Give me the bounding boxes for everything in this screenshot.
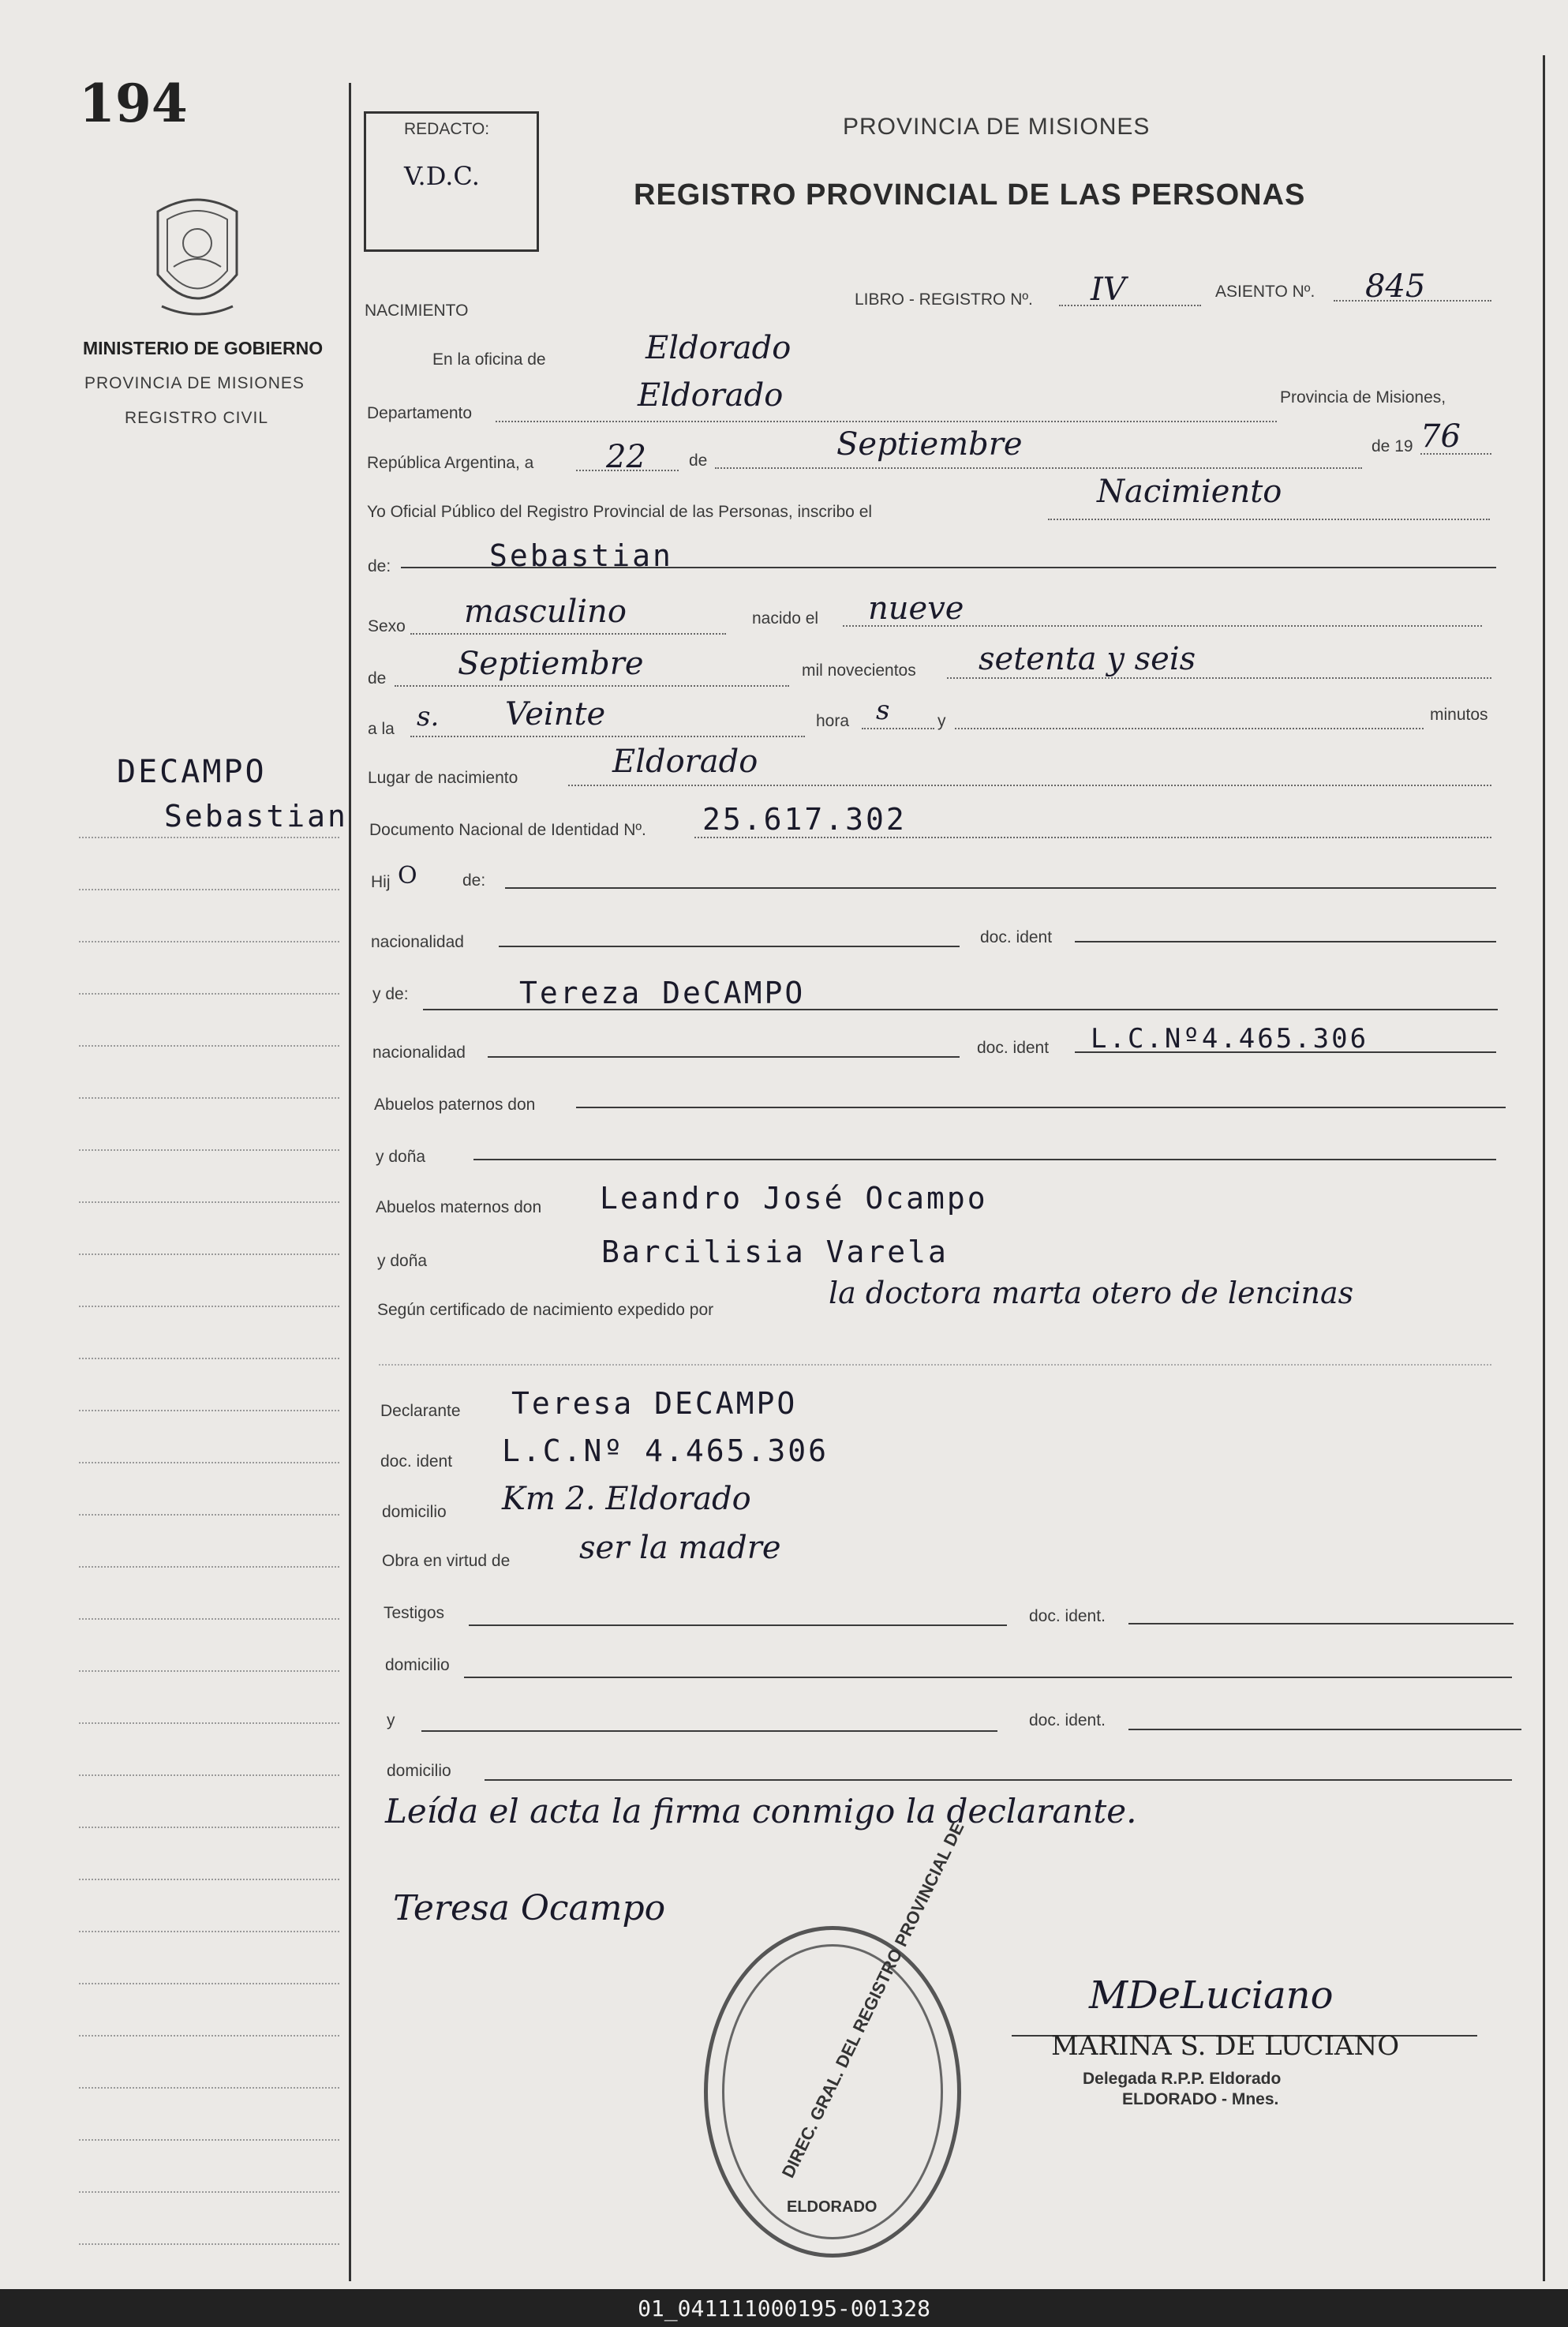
margin-line <box>79 1774 339 1776</box>
ydona1-label: y doña <box>376 1148 426 1166</box>
libro-value: IV <box>1091 272 1126 308</box>
ministry-label: MINISTERIO DE GOBIERNO <box>83 338 324 358</box>
dni-label: Documento Nacional de Identidad Nº. <box>369 821 646 839</box>
lugar-value: Eldorado <box>612 744 758 780</box>
anio-label: de 19 <box>1372 437 1413 455</box>
ala-label: a la <box>368 720 395 738</box>
margin-line <box>79 1045 339 1047</box>
margin-line <box>79 1879 339 1880</box>
margin-line <box>79 889 339 890</box>
domicilio-value: Km 2. Eldorado <box>502 1481 751 1517</box>
departamento-label: Departamento <box>367 404 473 422</box>
ydona2-label: y doña <box>377 1252 428 1270</box>
declarant-signature: Teresa Ocampo <box>393 1888 666 1928</box>
declarante-value: Teresa DECAMPO <box>511 1386 798 1421</box>
margin-line <box>79 837 339 838</box>
mil-label: mil novecientos <box>802 661 916 680</box>
departamento-value: Eldorado <box>638 377 784 414</box>
margin-line <box>79 1410 339 1411</box>
oficina-label: En la oficina de <box>432 350 546 369</box>
hijo-de-label: de: <box>462 871 486 890</box>
hora-label: hora <box>816 712 850 730</box>
margin-line <box>79 2087 339 2089</box>
provincia-label: Provincia de Misiones, <box>1280 388 1446 407</box>
coat-of-arms-icon <box>142 188 253 322</box>
republica-label: República Argentina, a <box>367 454 534 472</box>
ala-value: s. <box>417 701 440 733</box>
act-type: NACIMIENTO <box>365 302 469 320</box>
madre-value: Tereza DeCAMPO <box>519 976 806 1010</box>
nacido-value: nueve <box>868 590 964 627</box>
margin-line <box>79 1618 339 1620</box>
libro-label: LIBRO - REGISTRO Nº. <box>855 290 1033 309</box>
mil-value: setenta y seis <box>979 641 1196 677</box>
anio-value: 76 <box>1420 418 1461 455</box>
official-name: MARINA S. DE LUCIANO <box>1051 2030 1400 2062</box>
province-label: PROVINCIA DE MISIONES <box>84 374 305 392</box>
margin-line <box>79 1983 339 1984</box>
de-nombre-label: de: <box>368 557 391 575</box>
margin-line <box>79 1201 339 1203</box>
nacionalidad2-label: nacionalidad <box>372 1044 466 1062</box>
obra-label: Obra en virtud de <box>382 1552 511 1570</box>
footer-filename: 01_041111000195-001328 <box>0 2289 1568 2327</box>
docident-label: doc. ident <box>980 928 1053 946</box>
margin-line <box>79 1566 339 1568</box>
sexo-label: Sexo <box>368 617 406 635</box>
margin-line <box>79 1722 339 1724</box>
docident2-label: doc. ident <box>977 1039 1050 1057</box>
test-domicilio-label: domicilio <box>385 1656 450 1674</box>
mes2-value: Septiembre <box>458 646 644 682</box>
margin-line <box>79 1097 339 1099</box>
margin-line <box>79 2191 339 2193</box>
docident2-value: L.C.Nº4.465.306 <box>1091 1023 1369 1055</box>
margin-line <box>79 1253 339 1255</box>
certificado-label: Según certificado de nacimiento expedido por <box>377 1301 714 1319</box>
hora-value: s <box>876 695 890 726</box>
de2-label: de <box>368 669 387 688</box>
office-label: REGISTRO CIVIL <box>125 409 269 427</box>
dia-value: 22 <box>606 439 646 475</box>
lugar-label: Lugar de nacimiento <box>368 769 518 787</box>
margin-line <box>79 1358 339 1359</box>
domicilio-label: domicilio <box>382 1503 447 1521</box>
redacto-label: REDACTO: <box>404 120 490 138</box>
margin-surname: DECAMPO <box>117 754 267 790</box>
decl-docident-label: doc. ident <box>380 1452 453 1471</box>
yde-label: y de: <box>372 985 409 1003</box>
margin-line <box>79 2035 339 2037</box>
certificado-value: la doctora marta otero de lencinas <box>829 1276 1354 1310</box>
mes-value: Septiembre <box>836 426 1023 463</box>
margin-line <box>79 2139 339 2141</box>
hijo-value: O <box>398 862 417 890</box>
official-role: Delegada R.P.P. Eldorado <box>1083 2070 1282 2088</box>
y-label: y <box>937 712 946 730</box>
ala-value-2: Veinte <box>505 696 606 733</box>
oficina-value: Eldorado <box>646 330 791 366</box>
asiento-value: 845 <box>1365 268 1426 305</box>
page-number: 194 <box>79 73 188 134</box>
redacto-box <box>364 111 539 252</box>
official-signature: MDeLuciano <box>1089 1973 1334 2018</box>
hijo-label: Hij <box>371 873 391 891</box>
margin-line <box>79 1931 339 1932</box>
stamp-text: DIREC. GRAL. DEL REGISTRO PROVINCIAL DE <box>777 1819 968 2181</box>
asiento-label: ASIENTO Nº. <box>1215 283 1315 301</box>
margin-rule <box>349 83 351 2281</box>
official-place: ELDORADO - Mnes. <box>1122 2090 1279 2108</box>
province-title: PROVINCIA DE MISIONES <box>843 114 1151 140</box>
margin-line <box>79 1306 339 1307</box>
abuelos-maternos-label: Abuelos maternos don <box>376 1198 542 1216</box>
registry-title: REGISTRO PROVINCIAL DE LAS PERSONAS <box>634 178 1306 212</box>
minutos-label: minutos <box>1430 706 1488 724</box>
nacionalidad-label: nacionalidad <box>371 933 464 951</box>
margin-line <box>79 1827 339 1828</box>
test2-domicilio-label: domicilio <box>387 1762 451 1780</box>
oficial-label: Yo Oficial Público del Registro Provincial de las Personas, inscribo el <box>367 503 873 521</box>
registry-stamp <box>704 1819 968 2258</box>
testigos-label: Testigos <box>384 1604 445 1622</box>
nombre-value: Sebastian <box>489 538 673 573</box>
abuelos-paternos-label: Abuelos paternos don <box>374 1096 536 1114</box>
redacto-value: V.D.C. <box>404 161 480 191</box>
ydona2-value: Barcilisia Varela <box>601 1235 949 1269</box>
sexo-value: masculino <box>464 594 627 630</box>
nacido-label: nacido el <box>752 609 819 628</box>
stamp-bottom: ELDORADO <box>787 2198 878 2216</box>
abuelos-maternos-value: Leandro José Ocampo <box>600 1181 988 1216</box>
obra-value: ser la madre <box>579 1530 781 1566</box>
margin-line <box>79 993 339 995</box>
margin-line <box>79 1670 339 1672</box>
inscribo-value: Nacimiento <box>1097 474 1282 510</box>
de-label: de <box>689 452 708 470</box>
y2-label: y <box>387 1711 395 1729</box>
declarante-label: Declarante <box>380 1402 461 1420</box>
closing-note: Leída el acta la firma conmigo la declarante. <box>385 1792 1137 1830</box>
margin-line <box>79 941 339 942</box>
test-docident-label: doc. ident. <box>1029 1607 1106 1625</box>
margin-line <box>79 1462 339 1463</box>
decl-docident-value: L.C.Nº 4.465.306 <box>502 1433 829 1468</box>
dni-value: 25.617.302 <box>702 802 907 837</box>
margin-line <box>79 1149 339 1151</box>
margin-given-name: Sebastian <box>164 799 348 834</box>
margin-line <box>79 1514 339 1516</box>
margin-line <box>79 2243 339 2245</box>
right-border-rule <box>1543 55 1545 2281</box>
test2-docident-label: doc. ident. <box>1029 1711 1106 1729</box>
